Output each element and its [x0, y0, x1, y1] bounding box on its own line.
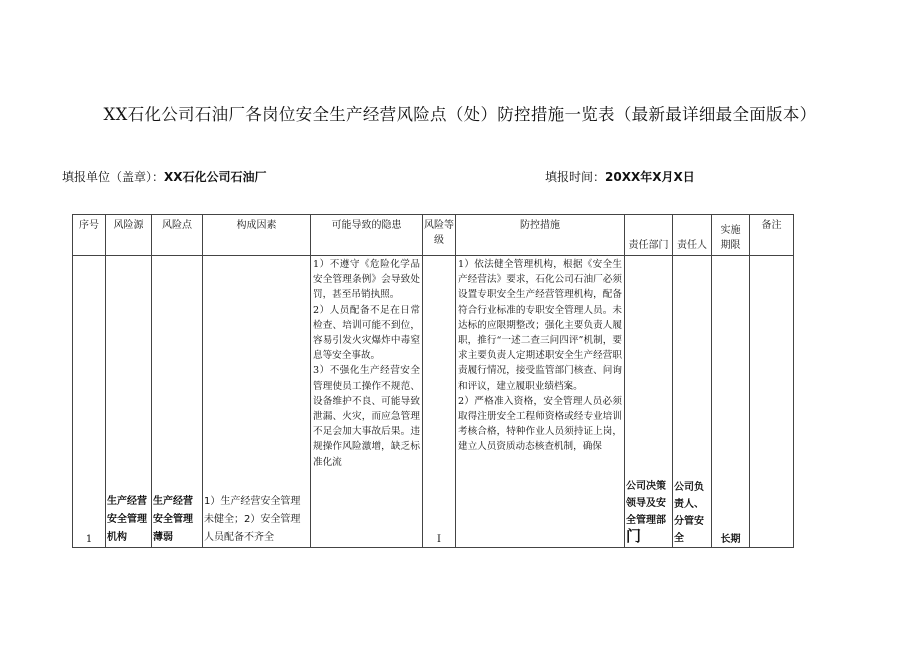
row-note: [750, 256, 794, 548]
fill-time-value: 20XX年X月X日: [605, 170, 695, 184]
header-source: 风险源: [106, 215, 152, 256]
hazard-item: 3）不强化生产经营安全管理使员工操作不规范、设备维护不良、可能导致泄漏、火灾，而应急管理不足会加大事故后果。违规操作风险激增，缺乏标准化流: [313, 365, 420, 468]
row-dept-tail: 门: [626, 527, 642, 545]
row-measure: [456, 256, 625, 548]
row-source: 生产经营安全管理机构: [106, 256, 152, 548]
row-hazard: [311, 256, 423, 548]
row-dept: [625, 256, 673, 548]
hazard-item: 1）不遵守《危险化学品安全管理条例》会导致处罚，甚至吊销执照。: [313, 259, 420, 301]
header-hazard: 可能导致的隐患: [311, 215, 423, 256]
row-point: 生产经营安全管理薄弱: [152, 256, 203, 548]
row-factor: 1）生产经营安全管理未健全；2）安全管理人员配备不齐全: [203, 256, 311, 548]
row-level: I: [423, 256, 456, 548]
header-measure: 防控措施: [456, 215, 625, 256]
table-row: [73, 256, 794, 548]
header-factor: 构成因素: [203, 215, 311, 256]
header-note: 备注: [750, 215, 794, 256]
fill-unit: [62, 168, 267, 185]
header-deadline: 实施期限: [712, 215, 750, 256]
header-dept: 责任部门: [625, 215, 673, 256]
page-title: XX石化公司石油厂各岗位安全生产经营风险点（处）防控措施一览表（最新最详细最全面版本）: [103, 105, 817, 124]
row-person: 公司负责人、分管安全: [673, 256, 712, 548]
fill-time: [545, 168, 695, 185]
row-dept-text: 公司决策领导及安全管理部: [626, 481, 666, 526]
hazard-item: 2）人员配备不足在日常检查、培训可能不到位，容易引发火灾爆炸中毒窒息等安全事故。: [313, 304, 420, 362]
fill-unit-value: XX石化公司石油厂: [164, 170, 267, 184]
fill-time-label: 填报时间：: [545, 170, 606, 184]
header-person: 责任人: [673, 215, 712, 256]
row-deadline: 长期: [712, 256, 750, 548]
measure-item: 2）严格准入资格，安全管理人员必须取得注册安全工程师资格或经专业培训考核合格，特种作业人员须持证上岗，建立人员资质动态核查机制，确保: [458, 395, 622, 453]
fill-unit-label: 填报单位（盖章）：: [62, 170, 165, 184]
header-no: 序号: [73, 215, 106, 256]
row-no: 1: [73, 256, 106, 548]
header-level: 风险等级: [423, 215, 456, 256]
risk-table: [72, 214, 794, 548]
table-header-row: [73, 215, 794, 256]
measure-item: 1）依法健全管理机构，根据《安全生产经营法》要求，石化公司石油厂必须设置专职安全生产经营管理机构，配备符合行业标准的专职安全管理人员。未达标的应限期整改；强化主要负责人履职，推行“一述二查三问四评”机制，要求主要负责人定期述职安全生产经营职责履行情况，接受监管部门核查、问询和评议，建立履职业绩档案。: [458, 259, 622, 392]
header-point: 风险点: [152, 215, 203, 256]
